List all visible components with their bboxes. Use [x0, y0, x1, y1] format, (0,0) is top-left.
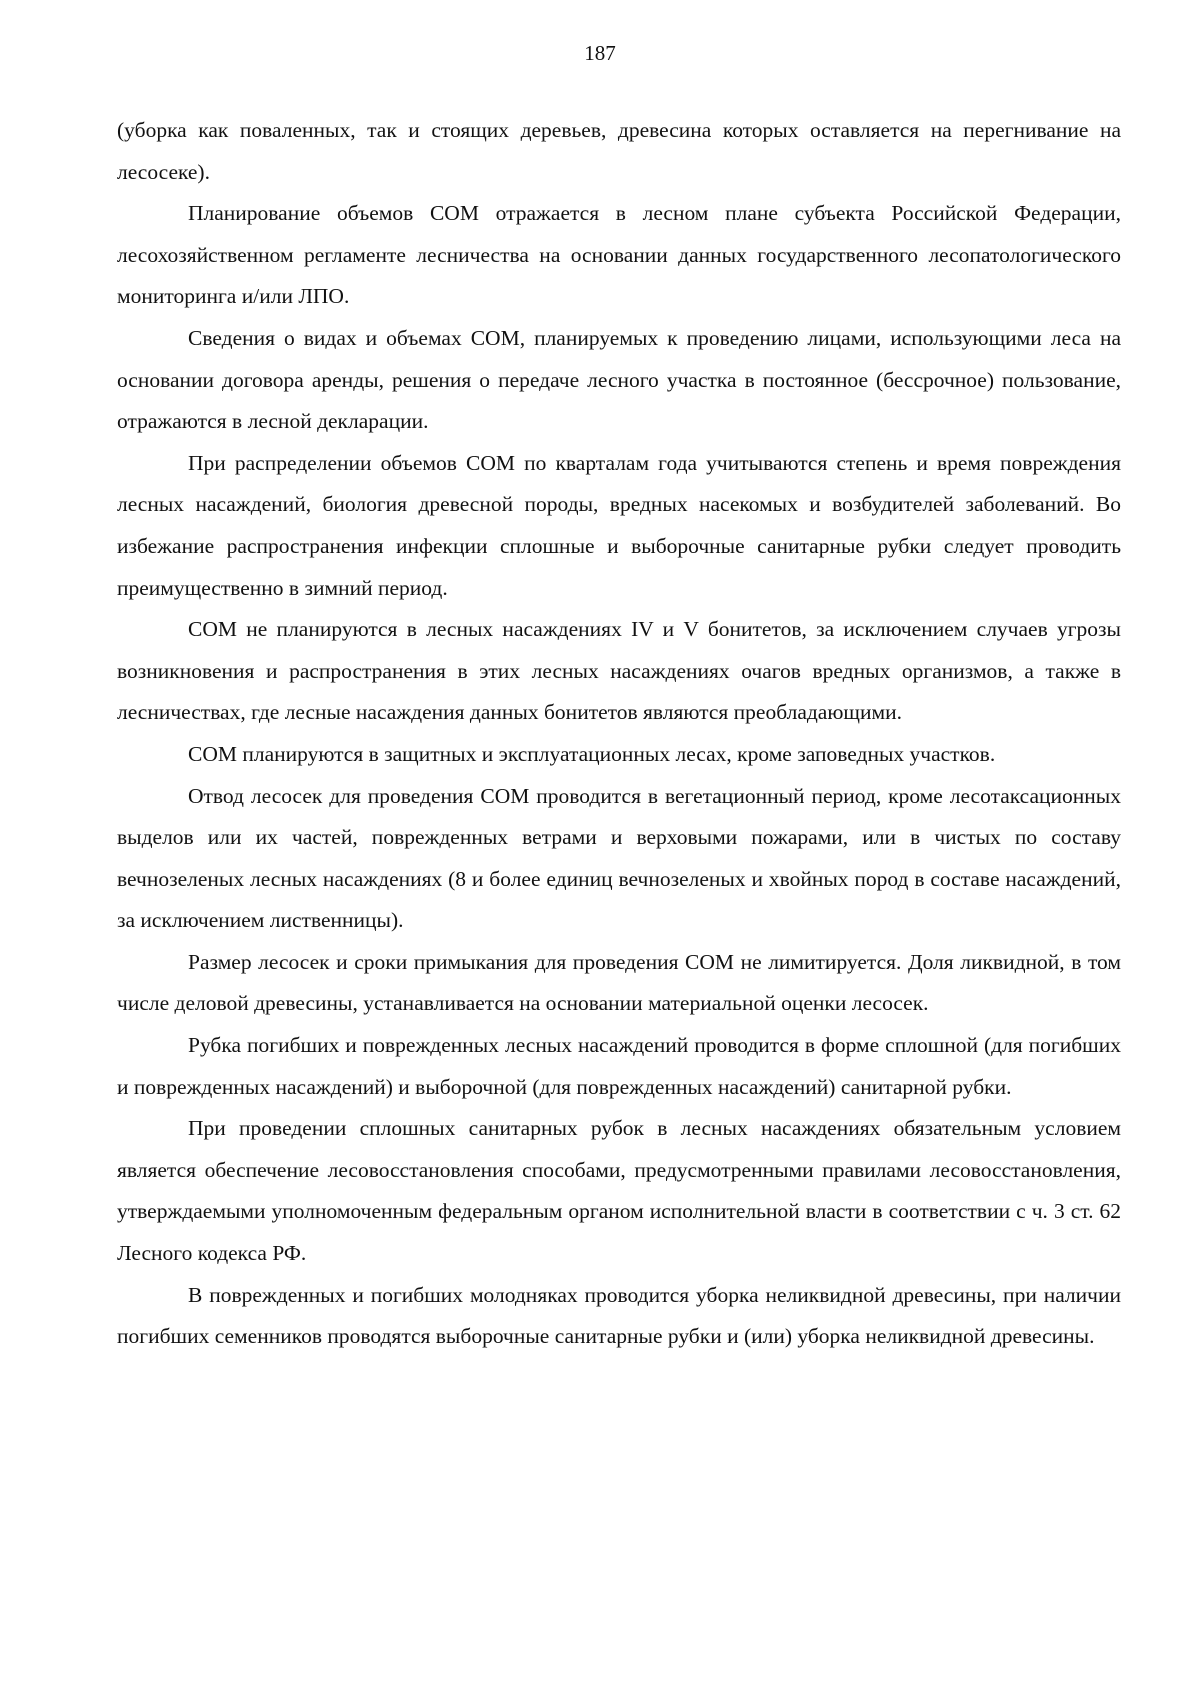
paragraph-1: (уборка как поваленных, так и стоящих деревьев, древесина которых оставляется на перегнивание на лесосеке).	[117, 118, 1121, 184]
document-body	[117, 110, 1121, 1358]
paragraph-6: СОМ планируются в защитных и эксплуатационных лесах, кроме заповедных участков.	[188, 741, 996, 766]
paragraph-7: Отвод лесосек для проведения СОМ проводится в вегетационный период, кроме лесотаксационных выделов или их частей, поврежденных ветрами и верховыми пожарами, или в чистых по составу вечнозеленых лесных насаждениях (8 и более единиц вечнозеленых и хвойных пород в составе насаждений, за исключением лиственницы).	[117, 783, 1121, 933]
paragraph-4: При распределении объемов СОМ по кварталам года учитываются степень и время повреждения лесных насаждений, биология древесной породы, вредных насекомых и возбудителей заболеваний. Во избежание распространения инфекции сплошные и выборочные санитарные рубки следует проводить преимущественно в зимний период.	[117, 450, 1121, 600]
paragraph-10: При проведении сплошных санитарных рубок в лесных насаждениях обязательным условием является обеспечение лесовосстановления способами, предусмотренными правилами лесовосстановления, утверждаемыми уполномоченным федеральным органом исполнительной власти в соответствии с ч. 3 ст. 62 Лесного кодекса РФ.	[117, 1116, 1121, 1266]
page-number: 187	[584, 41, 616, 65]
paragraph-11: В поврежденных и погибших молодняках проводится уборка неликвидной древесины, при наличии погибших семенников проводятся выборочные санитарные рубки и (или) уборка неликвидной древесины.	[117, 1282, 1121, 1349]
paragraph-2: Планирование объемов СОМ отражается в лесном плане субъекта Российской Федерации, лесохозяйственном регламенте лесничества на основании данных государственного лесопатологического мониторинга и/или ЛПО.	[117, 201, 1121, 309]
paragraph-3: Сведения о видах и объемах СОМ, планируемых к проведению лицами, использующими леса на основании договора аренды, решения о передаче лесного участка в постоянное (бессрочное) пользование, отражаются в лесной декларации.	[117, 325, 1121, 434]
paragraph-8: Размер лесосек и сроки примыкания для проведения СОМ не лимитируется. Доля ликвидной, в том числе деловой древесины, устанавливается на основании материальной оценки лесосек.	[117, 949, 1121, 1016]
paragraph-5: СОМ не планируются в лесных насаждениях IV и V бонитетов, за исключением случаев угрозы возникновения и распространения в этих лесных насаждениях очагов вредных организмов, а также в лесничествах, где лесные насаждения данных бонитетов являются преобладающими.	[117, 617, 1121, 725]
paragraph-9: Рубка погибших и поврежденных лесных насаждений проводится в форме сплошной (для погибших и поврежденных насаждений) и выборочной (для поврежденных насаждений) санитарной рубки.	[117, 1033, 1121, 1099]
